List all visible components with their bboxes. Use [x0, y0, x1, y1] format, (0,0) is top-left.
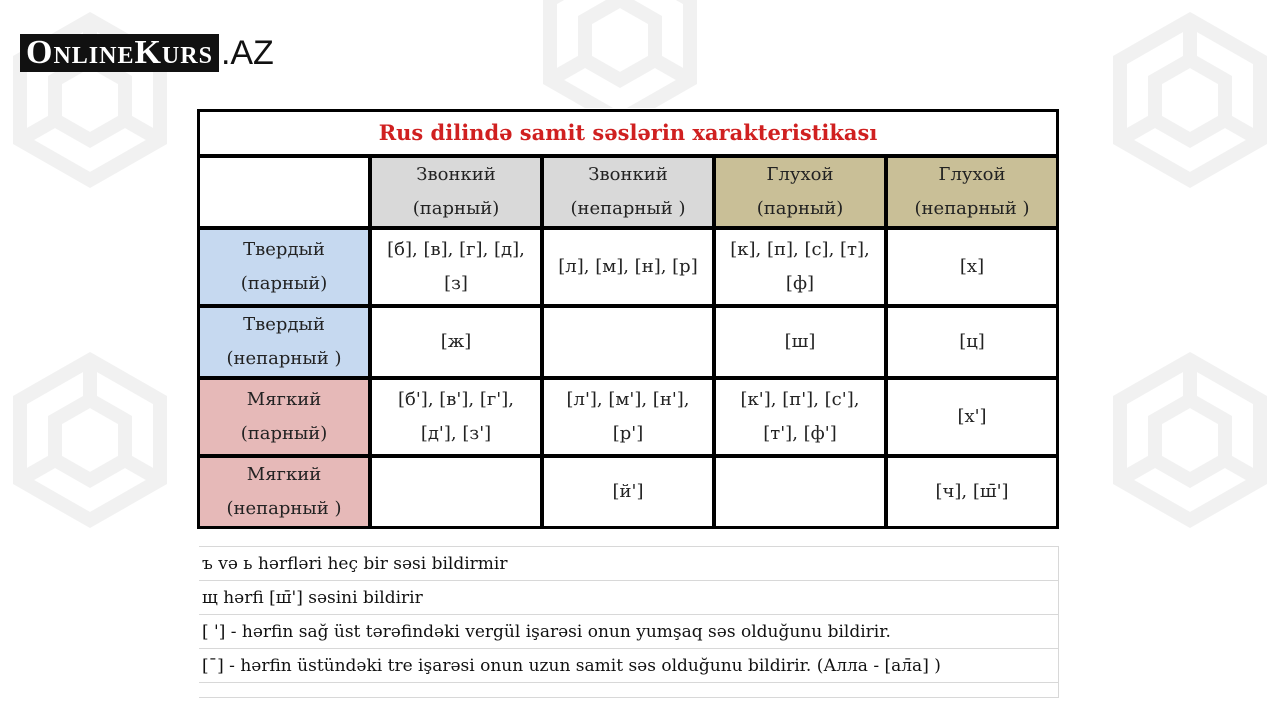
cell-line: [й'] [612, 481, 644, 502]
table-cell [542, 228, 714, 306]
col-header-voiced-paired [370, 156, 542, 228]
table-cell [886, 306, 1058, 378]
col-header-line1: Звонкий [416, 164, 496, 185]
notes-table [199, 546, 1059, 698]
row-header-line2: (парный) [240, 423, 328, 444]
table-cell [542, 456, 714, 528]
header-row [198, 156, 1058, 228]
col-header-line1: Глухой [766, 164, 834, 185]
table-cell [886, 228, 1058, 306]
logo-domain: .AZ [220, 34, 274, 72]
cell-line: [б], [в], [г], [д], [387, 239, 525, 260]
table-title: Rus dilində samit səslərin xarakteristikası [198, 110, 1058, 156]
cell-line: [л], [м], [н], [р] [558, 256, 698, 277]
note-text: ъ və ь hərfləri heç bir səsi bildirmir [199, 547, 1059, 581]
cell-line: [т'], [ф'] [763, 423, 837, 444]
cell-line: [б'], [в'], [г'], [398, 389, 514, 410]
col-header-line2: (парный) [756, 198, 844, 219]
row-header [198, 306, 370, 378]
col-header-line2: (парный) [412, 198, 500, 219]
note-empty [199, 683, 1059, 698]
consonant-table [197, 109, 1059, 529]
row-soft-unpaired [198, 456, 1058, 528]
row-header [198, 228, 370, 306]
table-cell [886, 456, 1058, 528]
cell-line: [д'], [з'] [420, 423, 492, 444]
row-header-line2: (непарный ) [226, 348, 342, 369]
row-header-line1: Твердый [243, 314, 325, 335]
note-row [199, 547, 1059, 581]
row-hard-unpaired [198, 306, 1058, 378]
cell-line: [ж] [440, 331, 472, 352]
note-row-empty [199, 683, 1059, 698]
note-text: щ hərfi [ш̄'] səsini bildirir [199, 581, 1059, 615]
table-cell [370, 378, 542, 456]
col-header-line1: Глухой [938, 164, 1006, 185]
table-cell-empty [714, 456, 886, 528]
cell-line: [ш] [784, 331, 816, 352]
table-cell [542, 378, 714, 456]
cell-line: [х'] [957, 406, 987, 427]
row-header-line1: Твердый [243, 239, 325, 260]
cell-line: [р'] [612, 423, 644, 444]
cell-line: [ф] [785, 273, 815, 294]
note-row [199, 649, 1059, 683]
table-cell [886, 378, 1058, 456]
note-row [199, 615, 1059, 649]
cell-line: [л'], [м'], [н'], [566, 389, 690, 410]
row-header [198, 456, 370, 528]
note-text: [¯] - hərfin üstündəki tre işarəsi onun uzun samit səs olduğunu bildirir. (Алла - [ал̄а] ) [199, 649, 1059, 683]
table-cell [714, 306, 886, 378]
row-soft-paired [198, 378, 1058, 456]
row-header [198, 378, 370, 456]
cell-line: [к], [п], [с], [т], [730, 239, 870, 260]
col-header-line2: (непарный ) [914, 198, 1030, 219]
table-cell-empty [370, 456, 542, 528]
table-cell [714, 228, 886, 306]
row-header-line2: (парный) [240, 273, 328, 294]
col-header-line2: (непарный ) [570, 198, 686, 219]
cell-line: [ч], [ш̄'] [935, 481, 1009, 502]
row-header-line1: Мягкий [246, 389, 322, 410]
onlinekurs-logo[interactable] [20, 34, 274, 72]
corner-cell [198, 156, 370, 228]
table-cell-empty [542, 306, 714, 378]
table-cell [370, 306, 542, 378]
col-header-voiceless-paired [714, 156, 886, 228]
cell-line: [з] [444, 273, 468, 294]
row-header-line1: Мягкий [246, 464, 322, 485]
note-text: [ '] - hərfin sağ üst tərəfindəki vergül işarəsi onun yumşaq səs olduğunu bildirir. [199, 615, 1059, 649]
cell-line: [х] [959, 256, 985, 277]
col-header-line1: Звонкий [588, 164, 668, 185]
title-row [198, 110, 1058, 156]
table-cell [714, 378, 886, 456]
col-header-voiceless-unpaired [886, 156, 1058, 228]
cell-line: [ц] [959, 331, 985, 352]
note-row [199, 581, 1059, 615]
row-header-line2: (непарный ) [226, 498, 342, 519]
row-hard-paired [198, 228, 1058, 306]
table-cell [370, 228, 542, 306]
cell-line: [к'], [п'], [с'], [740, 389, 860, 410]
logo-main: OnlineKurs [20, 34, 219, 72]
col-header-voiced-unpaired [542, 156, 714, 228]
